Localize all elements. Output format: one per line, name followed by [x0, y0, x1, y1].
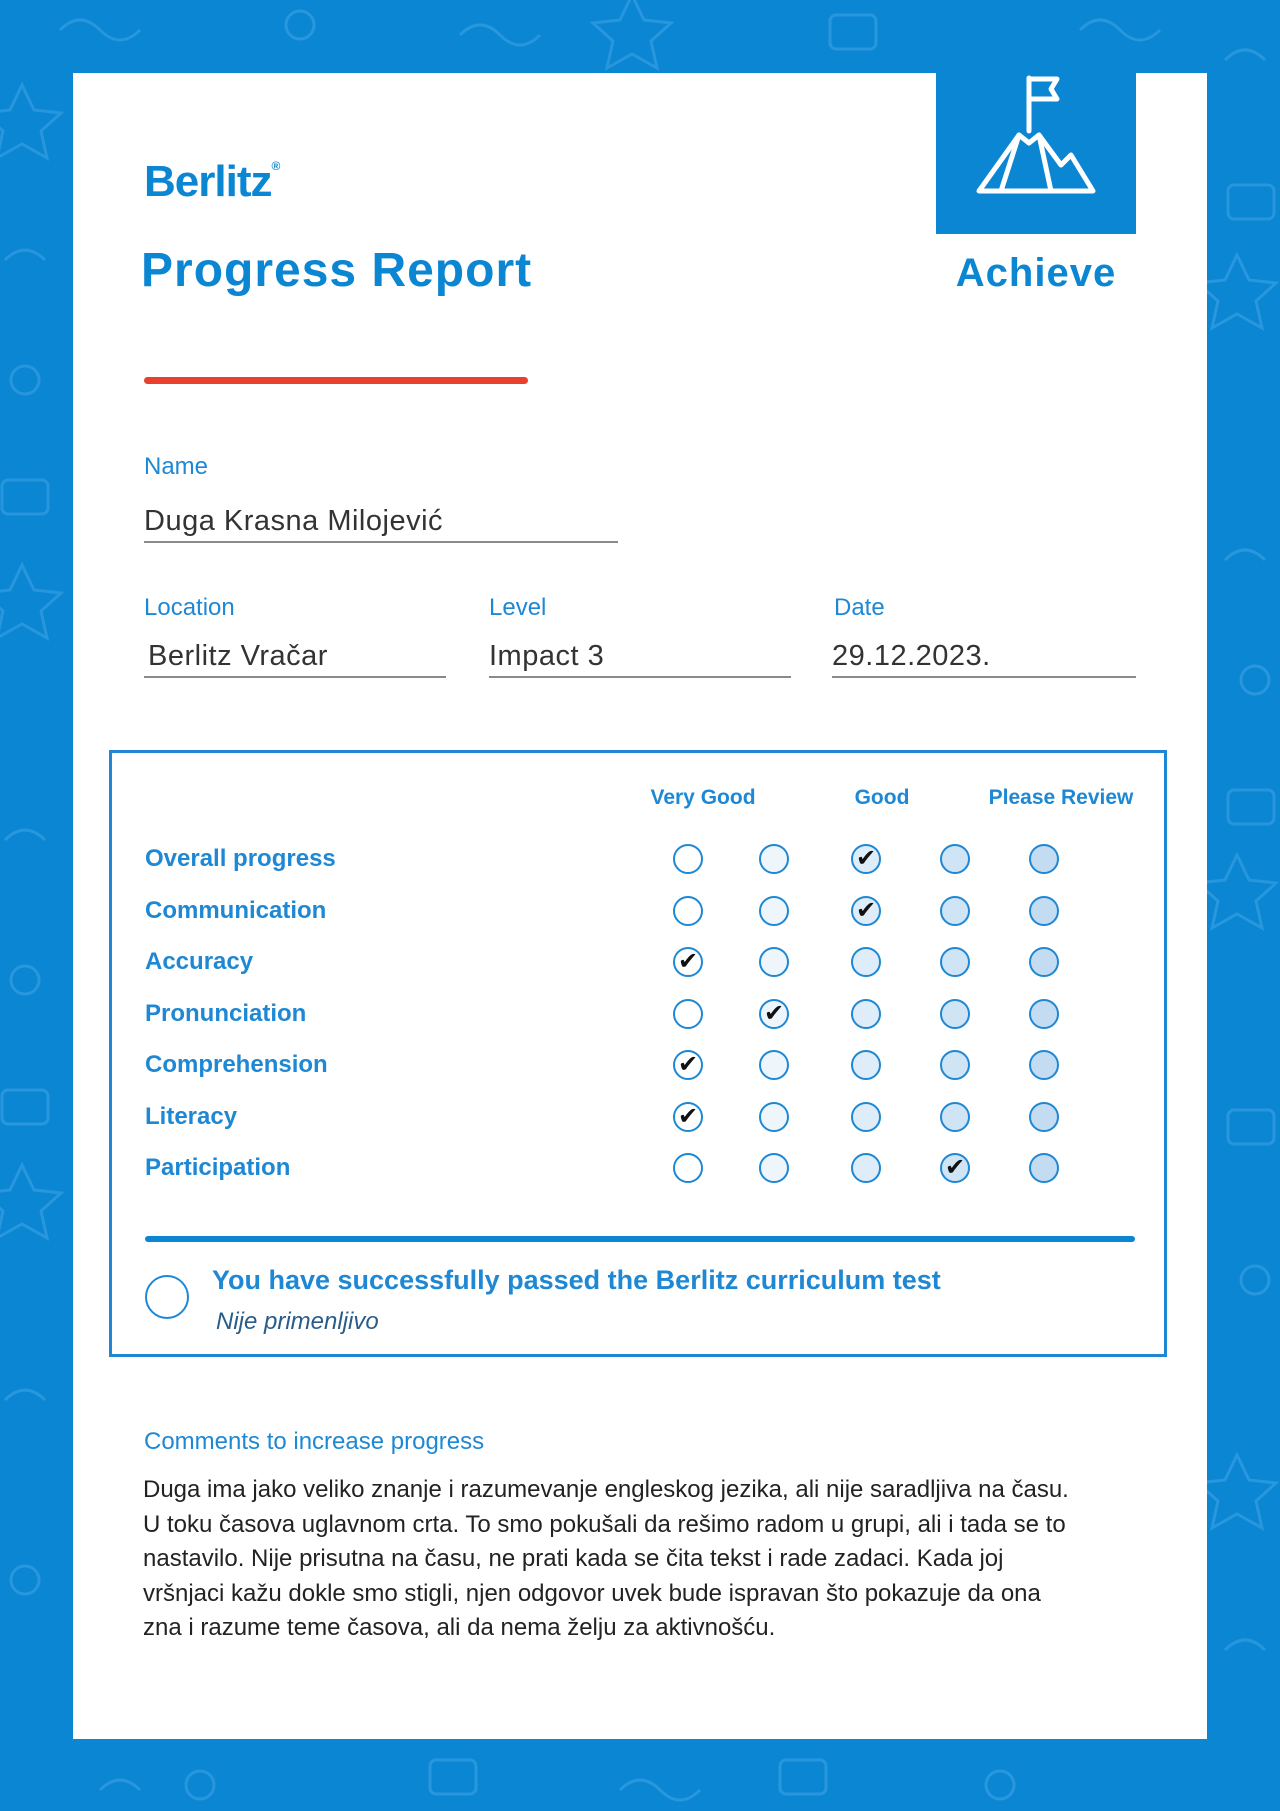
rating-option-1[interactable]: ✔: [673, 1102, 703, 1132]
ratings-box: [109, 750, 1167, 1357]
page-title: Progress Report: [141, 244, 533, 297]
rating-option-5[interactable]: [1029, 1050, 1059, 1080]
rating-option-1[interactable]: [673, 844, 703, 874]
test-passed-text: You have successfully passed the Berlitz curriculum test: [212, 1265, 941, 1295]
rating-option-1[interactable]: [673, 1153, 703, 1183]
rating-option-5[interactable]: [1029, 896, 1059, 926]
rating-option-4[interactable]: [940, 999, 970, 1029]
rating-option-5[interactable]: [1029, 947, 1059, 977]
comment-line: Duga ima jako veliko znanje i razumevanje engleskog jezika, ali nije saradljiva na času.: [143, 1476, 1069, 1503]
rating-option-3[interactable]: [851, 1050, 881, 1080]
rating-option-3[interactable]: [851, 999, 881, 1029]
rating-option-5[interactable]: [1029, 999, 1059, 1029]
achieve-badge: [936, 73, 1136, 234]
rating-option-3[interactable]: ✔: [851, 844, 881, 874]
rating-option-2[interactable]: [759, 1050, 789, 1080]
location-field[interactable]: Berlitz Vračar: [144, 640, 446, 678]
rating-option-4[interactable]: [940, 947, 970, 977]
rating-option-5[interactable]: [1029, 1153, 1059, 1183]
rating-row-label: Accuracy: [145, 948, 254, 975]
test-passed-checkbox[interactable]: [145, 1275, 189, 1319]
rating-option-3[interactable]: [851, 1102, 881, 1132]
location-label: Location: [144, 594, 235, 621]
rating-option-3[interactable]: [851, 1153, 881, 1183]
rating-row-label: Communication: [145, 896, 327, 924]
date-field[interactable]: 29.12.2023.: [832, 640, 1136, 678]
column-header: Very Good: [650, 786, 756, 809]
mountain-flag-icon: [971, 73, 1101, 203]
level-label: Level: [489, 594, 547, 621]
comment-line: zna i razume teme časova, ali da nema želju za aktivnošću.: [143, 1614, 776, 1641]
rating-option-2[interactable]: [759, 844, 789, 874]
rating-row-label: Comprehension: [145, 1051, 328, 1078]
rating-row-label: Literacy: [145, 1102, 238, 1130]
rating-option-1[interactable]: ✔: [673, 947, 703, 977]
rating-option-1[interactable]: [673, 999, 703, 1029]
comments-text: [143, 1473, 1143, 1646]
column-header: Please Review: [988, 786, 1134, 809]
rating-option-2[interactable]: [759, 1102, 789, 1132]
rating-option-2[interactable]: [759, 947, 789, 977]
badge-label: Achieve: [955, 251, 1117, 295]
rating-option-3[interactable]: ✔: [851, 896, 881, 926]
rating-option-5[interactable]: [1029, 844, 1059, 874]
rating-option-2[interactable]: [759, 1153, 789, 1183]
date-label: Date: [834, 594, 885, 621]
level-field[interactable]: Impact 3: [489, 640, 791, 678]
test-passed-note: Nije primenljivo: [216, 1308, 379, 1335]
rating-option-3[interactable]: [851, 947, 881, 977]
rating-option-4[interactable]: [940, 896, 970, 926]
name-label: Name: [144, 453, 209, 480]
berlitz-logo: Berlitz®: [144, 157, 280, 206]
rating-option-1[interactable]: [673, 896, 703, 926]
rating-row-label: Pronunciation: [145, 999, 307, 1027]
rating-option-4[interactable]: [940, 1102, 970, 1132]
rating-row-label: Participation: [145, 1154, 291, 1181]
comments-label: Comments to increase progress: [144, 1428, 485, 1455]
title-underline: [144, 377, 528, 384]
rating-option-1[interactable]: ✔: [673, 1050, 703, 1080]
rating-option-5[interactable]: [1029, 1102, 1059, 1132]
comment-line: nastavilo. Nije prisutna na času, ne prati kada se čita tekst i rade zadaci. Kada joj: [143, 1545, 1004, 1572]
rating-option-4[interactable]: [940, 1050, 970, 1080]
name-field[interactable]: Duga Krasna Milojević: [144, 505, 618, 543]
rating-option-4[interactable]: ✔: [940, 1153, 970, 1183]
ratings-divider: [145, 1236, 1135, 1242]
rating-option-4[interactable]: [940, 844, 970, 874]
column-header: Good: [854, 786, 910, 809]
rating-option-2[interactable]: ✔: [759, 999, 789, 1029]
rating-row-label: Overall progress: [145, 845, 336, 872]
comment-line: vršnjaci kažu dokle smo stigli, njen odgovor uvek bude ispravan što pokazuje da ona: [143, 1579, 1041, 1607]
comment-line: U toku časova uglavnom crta. To smo pokušali da rešimo radom u grupi, ali i tada se to: [143, 1510, 1066, 1538]
report-card: [73, 73, 1207, 1739]
rating-option-2[interactable]: [759, 896, 789, 926]
